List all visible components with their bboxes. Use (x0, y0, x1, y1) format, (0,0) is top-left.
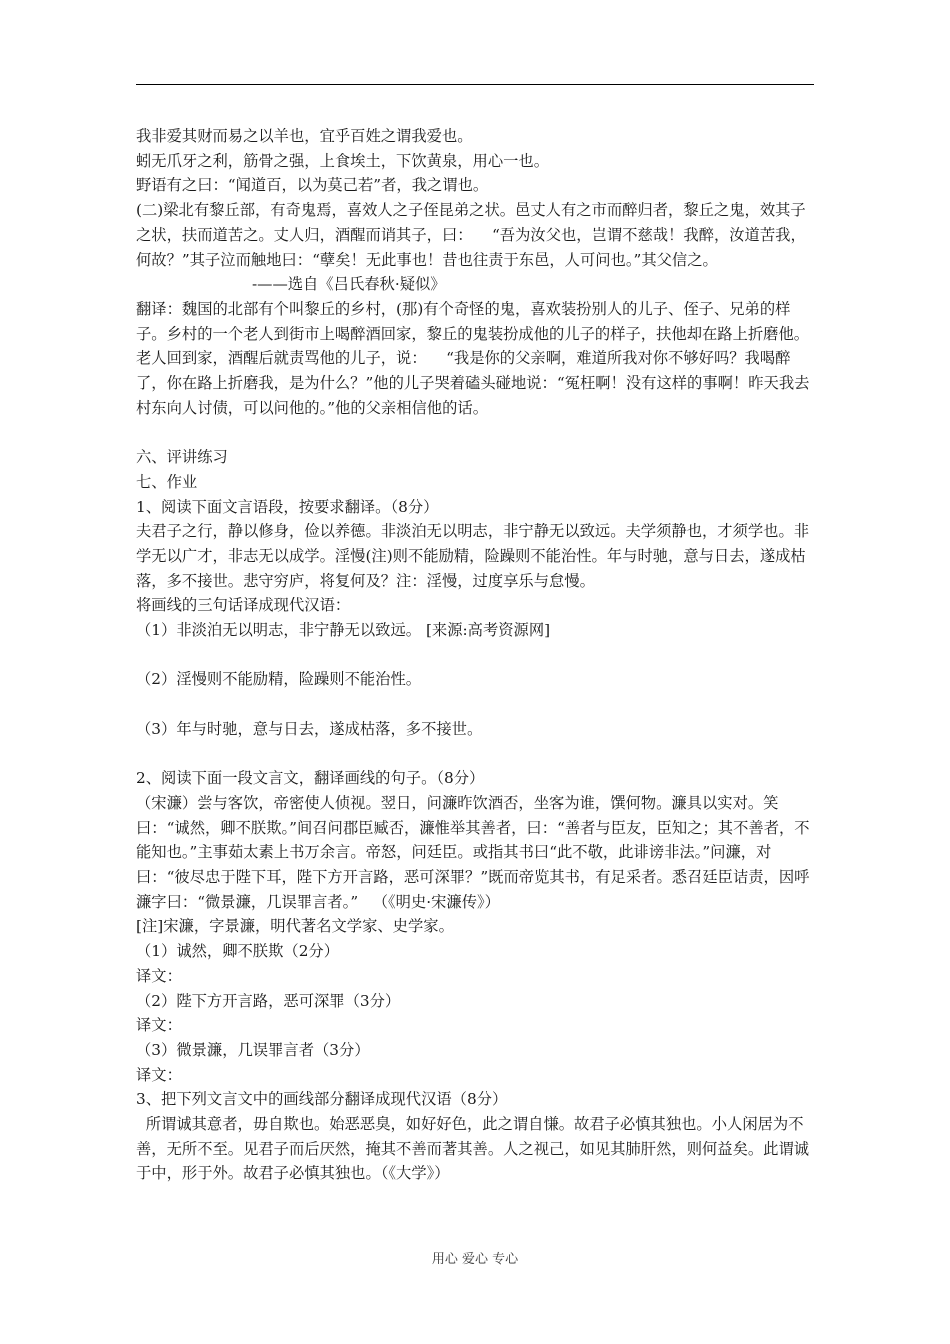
sub-question: （1）非淡泊无以明志，非宁静无以致远。 [来源:高考资源网] (136, 621, 551, 640)
text-line: 野语有之曰：“闻道百，以为莫己若”者，我之谓也。 (136, 176, 489, 195)
question-title: 2、阅读下面一段文言文，翻译画线的句子。（8分） (136, 769, 485, 788)
spacer (136, 643, 816, 668)
sub-question: （3）微景濂，几误罪言者（3分） (136, 1040, 370, 1059)
answer-label: 译文： (136, 1065, 182, 1084)
answer-label: 译文： (136, 966, 182, 985)
page-footer: 用心 爱心 专心 (431, 1252, 519, 1267)
note-line: [注]宋濂，字景濂，明代著名文学家、史学家。 (136, 917, 454, 936)
spacer (136, 420, 816, 445)
sub-question: （3）年与时驰，意与日去，遂成枯落，多不接世。 (136, 719, 483, 738)
section-heading: 六、评讲练习 (136, 448, 228, 467)
instruction-line: 将画线的三句话译成现代汉语： (136, 596, 351, 615)
answer-label: 译文： (136, 1016, 182, 1035)
passage-paragraph: 夫君子之行，静以修身，俭以养德。非淡泊无以明志，非宁静无以致远。夫学须静也，才须学也。非学无以广才，非志无以成学。淫慢(注)则不能励精，险躁则不能治性。年与时驰，意与日去，遂成枯落，多不接世。悲守穷庐，将复何及？注：淫慢，过度享乐与怠慢。 (136, 522, 810, 590)
header-rule (136, 84, 814, 85)
translation-paragraph: 翻译：魏国的北部有个叫黎丘的乡村，(那)有个奇怪的鬼，喜欢装扮别人的儿子、侄子、兄弟的样子。乡村的一个老人到街市上喝醉酒回家，黎丘的鬼装扮成他的儿子的样子，扶他却在路上折磨他。老人回到家，酒醒后就责骂他的儿子，说： “我是你的父亲啊，难道所我对你不够好吗？我喝醉了，你在路上折磨我，是为什么？”他的儿子哭着磕头碰地说：“冤枉啊！没有这样的事啊！昨天我去村东向人讨债，可以问他的。”他的父亲相信他的话。 (136, 299, 810, 417)
question-title: 3、把下列文言文中的画线部分翻译成现代汉语（8分） (136, 1090, 508, 1109)
document-body (136, 124, 816, 1186)
text-line: 蚓无爪牙之利，筋骨之强，上食埃土，下饮黄泉，用心一也。 (136, 151, 550, 170)
text-line: 我非爱其财而易之以羊也，宜乎百姓之谓我爱也。 (136, 127, 473, 145)
question-title: 1、阅读下面文言语段，按要求翻译。（8分） (136, 497, 439, 516)
sub-question: （1）诚然，卿不朕欺（2分） (136, 942, 340, 961)
passage-liqiu: (二)梁北有黎丘部，有奇鬼焉，喜效人之子侄昆弟之状。邑丈人有之市而醉归者，黎丘之鬼，效其子之状，扶而道苦之。丈人归，酒醒而诮其子，曰： “吾为汝父也，岂谓不慈哉！我醉，汝道苦我，何故？”其子泣而触地曰：“孽矣！无此事也！昔也往责于东邑，人可问也。”其父信之。 (136, 201, 806, 269)
source-citation: -——选自《吕氏春秋·疑似》 (252, 275, 446, 294)
spacer (136, 742, 816, 767)
passage-paragraph: 所谓诚其意者，毋自欺也。始恶恶臭，如好好色，此之谓自慊。故君子必慎其独也。小人闲居为不善，无所不至。见君子而后厌然，掩其不善而著其善。人之视己，如见其肺肝然，则何益矣。此谓诚于中，形于外。故君子必慎其独也。（《大学》） (136, 1115, 810, 1183)
section-heading: 七、作业 (136, 472, 198, 491)
passage-paragraph: （宋濂）尝与客饮，帝密使人侦视。翌日，问濂昨饮酒否，坐客为谁，馔何物。濂具以实对。笑曰：“诚然，卿不朕欺。”间召问郡臣臧否，濂惟举其善者，曰：“善者与臣友，臣知之；其不善者，不能知也。”主事茹太素上书万余言。帝怒，问廷臣。或指其书曰“此不敬，此诽谤非法。”问濂，对曰：“彼尽忠于陛下耳，陛下方开言路，恶可深罪？”既而帝览其书，有足采者。悉召廷臣诘责，因呼濂字曰：“微景濂，几误罪言者。” （《明史·宋濂传》） (136, 793, 810, 911)
spacer (136, 692, 816, 717)
sub-question: （2）淫慢则不能励精，险躁则不能治性。 (136, 670, 422, 689)
sub-question: （2）陛下方开言路，恶可深罪（3分） (136, 991, 401, 1010)
